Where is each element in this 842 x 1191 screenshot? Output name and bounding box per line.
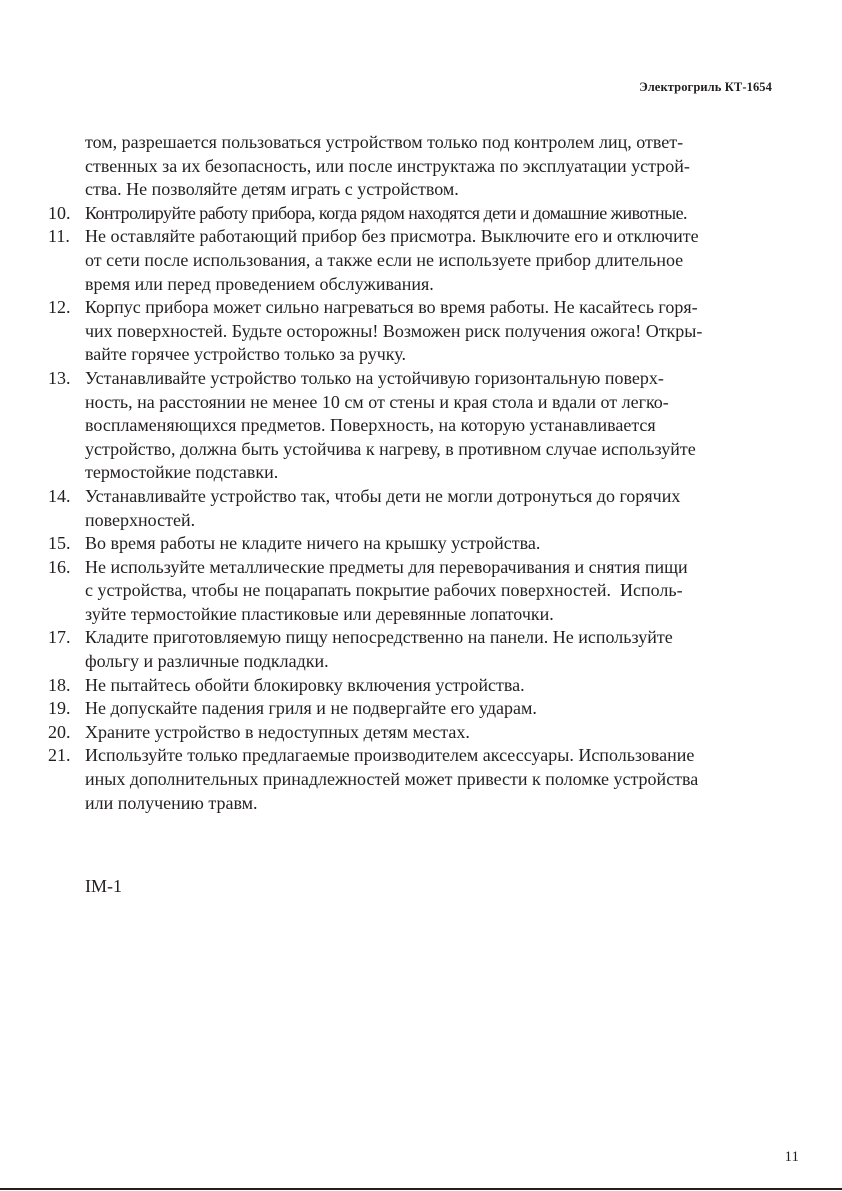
text-line: от сети после использования, а также если не используете прибор длительное [85,249,684,270]
item-number: 16. [48,556,71,577]
text-line: Не допускайте падения гриля и не подвергайте его ударам. [85,698,537,719]
list-item-14 [48,485,772,532]
item-number: 20. [48,721,71,742]
text-line: с устройства, чтобы не поцарапать покрытие рабочих поверхностей. Исполь- [85,580,683,601]
list-item-18 [48,674,772,698]
page-edge-rule [0,1188,842,1190]
page-number: 11 [784,1149,799,1165]
safety-instructions [48,131,772,815]
text-line: Контролируйте работу прибора, когда рядом находятся дети и домашние животные. [85,202,687,223]
item-number: 15. [48,533,71,554]
item-number: 13. [48,367,71,388]
item-text [85,721,772,745]
list-item-20 [48,721,772,745]
text-line: ственных за их безопасность, или после инструктажа по эксплуатации устрой- [85,155,690,176]
text-line: Не оставляйте работающий прибор без присмотра. Выключите его и отключите [85,226,699,247]
item-text [85,626,772,673]
text-line: Кладите приготовляемую пищу непосредственно на панели. Не используйте [85,627,673,648]
item-number: 11. [48,226,70,247]
text-line: иных дополнительных принадлежностей может привести к поломке устройства [85,769,699,790]
text-line: или получению травм. [85,792,258,813]
item-number: 18. [48,674,71,695]
item-text [85,225,772,296]
text-line: зуйте термостойкие пластиковые или деревянные лопаточки. [85,603,554,624]
item-text [85,485,772,532]
list-item-11 [48,225,772,296]
text-line: вайте горячее устройство только за ручку. [85,344,406,365]
item-number: 10. [48,202,71,223]
text-line: Корпус прибора может сильно нагреваться во время работы. Не касайтесь горя- [85,297,698,318]
text-line: фольгу и различные подкладки. [85,651,329,672]
item-text [85,744,772,815]
text-line: Не пытайтесь обойти блокировку включения устройства. [85,674,525,695]
item-text [85,556,772,627]
text-line: том, разрешается пользоваться устройством только под контролем лиц, ответ- [85,132,684,152]
text-line: ства. Не позволяйте детям играть с устройством. [85,179,459,200]
continued-paragraph [48,131,772,202]
text-line: воспламеняющихся предметов. Поверхность, на которую устанавливается [85,415,656,436]
text-line: Устанавливайте устройство только на устойчивую горизонтальную поверх- [85,367,664,388]
list-item-21 [48,744,772,815]
list-item-12 [48,296,772,367]
text-line: термостойкие подставки. [85,462,279,483]
text-line: время или перед проведением обслуживания. [85,273,434,294]
item-number: 17. [48,627,71,648]
item-number: 14. [48,485,71,506]
item-text [85,674,772,698]
text-line: ность, на расстоянии не менее 10 см от стены и края стола и вдали от легко- [85,391,669,412]
item-number: 21. [48,745,71,766]
list-item-13 [48,367,772,485]
item-number: 12. [48,297,71,318]
text-line: чих поверхностей. Будьте осторожны! Возможен риск получения ожога! Откры- [85,320,703,341]
item-text [85,532,772,556]
text-line: Во время работы не кладите ничего на крышку устройства. [85,533,541,554]
running-header: Электрогриль КТ-1654 [639,80,772,94]
list-item-15 [48,532,772,556]
text-line: Используйте только предлагаемые производителем аксессуары. Использование [85,745,695,766]
text-line: поверхностей. [85,509,196,530]
item-text [85,367,772,485]
text-line: Не используйте металлические предметы для переворачивания и снятия пищи [85,556,688,577]
list-item-10 [48,202,772,226]
list-item-16 [48,556,772,627]
list-item-19 [48,697,772,721]
item-text [85,697,772,721]
item-text [85,202,772,226]
text-line: устройство, должна быть устойчива к нагреву, в противном случае используйте [85,438,696,459]
text-line: Храните устройство в недоступных детям местах. [85,721,470,742]
text-line: Устанавливайте устройство так, чтобы дети не могли дотронуться до горячих [85,485,681,506]
list-item-17 [48,626,772,673]
item-number: 19. [48,698,71,719]
document-code: IM-1 [85,876,122,896]
item-text [85,296,772,367]
